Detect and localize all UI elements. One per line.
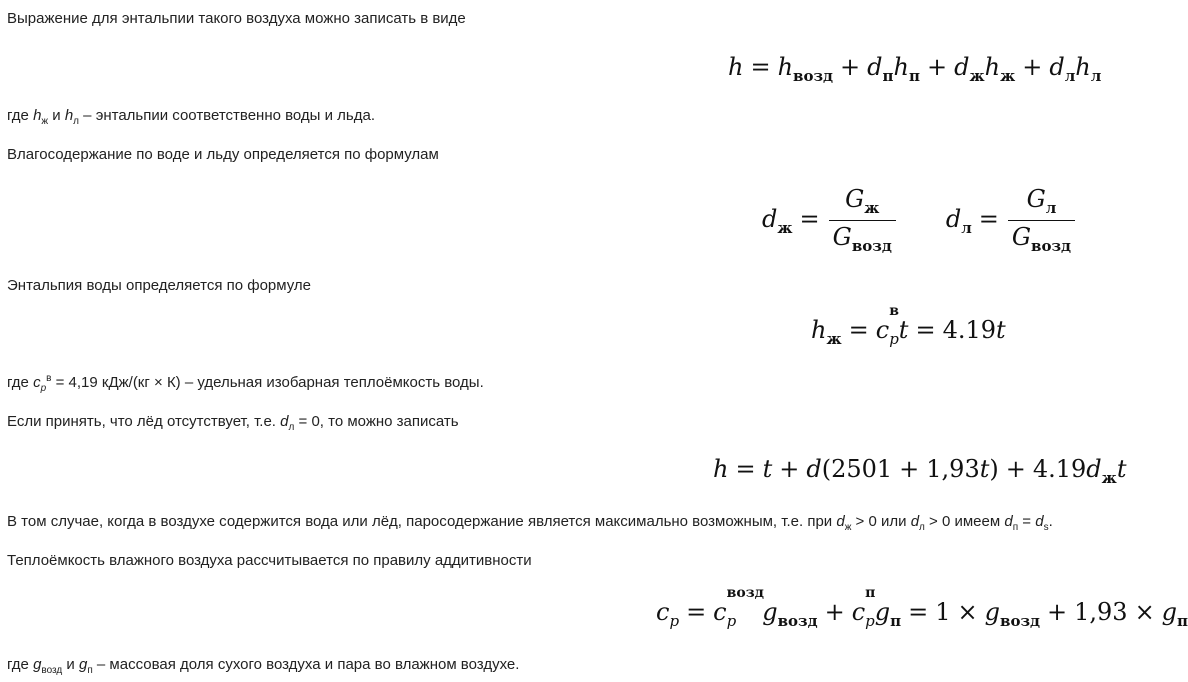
subscript: p xyxy=(865,612,875,630)
symbol: h xyxy=(728,53,744,81)
operator: + xyxy=(899,455,920,483)
subscript: p xyxy=(889,330,899,348)
symbol: t xyxy=(762,455,773,483)
parenthesis: ( xyxy=(821,455,832,483)
number: 1 xyxy=(935,598,951,626)
subscript: ж xyxy=(41,116,49,127)
subscript: п xyxy=(882,67,894,85)
paragraph-text: > 0 имеем xyxy=(924,513,1005,530)
subscript: возд xyxy=(777,612,818,630)
operator: = xyxy=(750,53,771,81)
subscript: ж xyxy=(969,67,985,85)
symbol: c xyxy=(33,374,41,391)
symbol: h xyxy=(984,53,1001,81)
fraction xyxy=(829,187,896,254)
superscript: возд xyxy=(726,585,764,601)
operator: + xyxy=(840,53,861,81)
symbol: h xyxy=(33,107,42,124)
number: 1,93 xyxy=(1074,598,1128,626)
operator: + xyxy=(1005,455,1026,483)
operator: × xyxy=(1134,598,1155,626)
paragraph-mass-fractions xyxy=(7,656,519,674)
formula-enthalpy-no-ice xyxy=(713,457,1126,486)
symbol: d xyxy=(280,413,289,430)
symbol: d xyxy=(945,205,962,233)
subscript: p xyxy=(726,612,737,630)
paragraph-text: = 4,19 кДж/(кг × К) – удельная изобарная теплоёмкость воды. xyxy=(51,374,484,391)
symbol: h xyxy=(777,53,794,81)
subscript: p xyxy=(40,383,47,394)
parenthesis: ) xyxy=(989,455,999,483)
paragraph-text: Теплоёмкость влажного воздуха рассчитывается по правилу аддитивности xyxy=(7,552,532,569)
symbol: d xyxy=(910,513,920,530)
paragraph-moisture-content xyxy=(7,146,439,164)
subscript: ж xyxy=(864,199,880,217)
symbol: h xyxy=(1075,53,1091,81)
formula-heat-capacity xyxy=(656,585,1188,630)
subscript: ж xyxy=(777,219,793,237)
paragraph-no-ice xyxy=(7,413,459,431)
subscript: л xyxy=(1090,67,1102,85)
symbol: h xyxy=(811,316,827,344)
subscript: ж xyxy=(1101,469,1117,487)
symbol: h xyxy=(713,455,729,483)
paragraph-text: где xyxy=(7,656,34,673)
superscript: п xyxy=(865,585,876,601)
subscript: возд xyxy=(41,665,63,676)
paragraph-text: – энтальпии соответственно воды и льда. xyxy=(79,107,376,124)
paragraph-text: и xyxy=(48,107,65,124)
symbol: t xyxy=(898,316,909,344)
paragraph-text: Влагосодержание по воде и льду определяется по формулам xyxy=(7,146,439,163)
subscript: ж xyxy=(844,522,852,533)
symbol: d xyxy=(954,53,970,81)
paragraph-text: где xyxy=(7,374,34,391)
paragraph-text: Энтальпия воды определяется по формуле xyxy=(7,277,312,294)
symbol: c xyxy=(656,598,670,626)
paragraph-additivity xyxy=(7,552,532,570)
symbol: h xyxy=(64,107,74,124)
subscript: л xyxy=(288,422,295,433)
subscript: л xyxy=(1064,67,1076,85)
operator: = xyxy=(848,316,869,344)
superscript: в xyxy=(889,303,899,319)
paragraph-text: – массовая доля сухого воздуха и пара во влажном воздухе. xyxy=(92,656,520,673)
number: 4.19 xyxy=(942,316,996,344)
subscript: п xyxy=(1012,522,1019,533)
subscript: возд xyxy=(851,237,892,255)
operator: + xyxy=(779,455,800,483)
paragraph-water-enthalpy xyxy=(7,277,311,295)
symbol: t xyxy=(996,316,1006,344)
symbol: g xyxy=(762,598,778,626)
symbol: G xyxy=(1011,223,1032,251)
paragraph-text: = xyxy=(1018,513,1036,530)
subscript: возд xyxy=(1000,612,1041,630)
paragraph-text: > 0 или xyxy=(851,513,911,530)
symbol: g xyxy=(78,656,88,673)
paragraph-heat-capacity-water xyxy=(7,374,484,392)
operator: + xyxy=(824,598,845,626)
symbol: G xyxy=(832,223,852,251)
symbol: g xyxy=(1161,598,1178,626)
operator: = xyxy=(686,598,707,626)
symbol: h xyxy=(893,53,909,81)
operator: = xyxy=(915,316,936,344)
operator: + xyxy=(1022,53,1043,81)
paragraph-text: = 0, то можно записать xyxy=(294,413,459,430)
symbol: d xyxy=(1049,53,1065,81)
paragraph-text: и xyxy=(62,656,79,673)
formula-enthalpy xyxy=(728,55,1101,84)
subscript: возд xyxy=(1031,237,1072,255)
number: 1,93 xyxy=(926,455,980,483)
subscript: л xyxy=(919,522,925,533)
operator: = xyxy=(978,205,999,233)
symbol: G xyxy=(1026,185,1046,213)
subscript: л xyxy=(73,116,80,127)
subscript: п xyxy=(1177,612,1188,630)
superscript: в xyxy=(46,373,52,384)
symbol: c xyxy=(875,316,890,344)
symbol: d xyxy=(867,53,883,81)
symbol: d xyxy=(1086,455,1102,483)
operator: × xyxy=(957,598,978,626)
paragraph-text: где xyxy=(7,107,34,124)
symbol: d xyxy=(836,513,845,530)
symbol: t xyxy=(1116,455,1127,483)
subscript: ж xyxy=(826,330,842,348)
fraction xyxy=(1008,187,1075,254)
paragraph-enthalpy-intro xyxy=(7,10,466,28)
subscript: п xyxy=(908,67,920,85)
formula-water-enthalpy xyxy=(811,303,1006,348)
subscript: л xyxy=(961,219,972,237)
paragraph-text: . xyxy=(1048,513,1053,530)
subscript: ж xyxy=(1000,67,1016,85)
number: 4.19 xyxy=(1032,455,1087,483)
symbol: d xyxy=(762,205,778,233)
subscript: p xyxy=(669,612,680,630)
symbol: c xyxy=(713,598,727,626)
symbol: g xyxy=(984,598,1001,626)
number: 2501 xyxy=(831,455,893,483)
subscript: п xyxy=(87,665,93,676)
paragraph-saturation xyxy=(7,513,1053,531)
operator: = xyxy=(908,598,929,626)
subscript: s xyxy=(1043,522,1049,533)
operator: = xyxy=(735,455,756,483)
subscript: л xyxy=(1045,199,1057,217)
operator: + xyxy=(926,53,948,81)
paragraph-text: Выражение для энтальпии такого воздуха можно записать в виде xyxy=(7,10,466,27)
paragraph-text: Если принять, что лёд отсутствует, т.е. xyxy=(7,413,281,430)
operator: = xyxy=(799,205,820,233)
symbol: g xyxy=(874,598,891,626)
symbol: G xyxy=(845,185,865,213)
operator: + xyxy=(1047,598,1068,626)
formula-moisture-content xyxy=(762,187,1077,254)
symbol: d xyxy=(1004,513,1013,530)
symbol: d xyxy=(806,455,822,483)
symbol: c xyxy=(851,598,866,626)
subscript: п xyxy=(890,612,902,630)
symbol: d xyxy=(1035,513,1044,530)
subscript: возд xyxy=(793,67,834,85)
symbol: t xyxy=(979,455,990,483)
paragraph-text: В том случае, когда в воздухе содержится вода или лёд, паросодержание является максимально возможным, т.е. при xyxy=(7,513,837,530)
paragraph-enthalpy-definitions xyxy=(7,107,375,125)
symbol: g xyxy=(33,656,42,673)
